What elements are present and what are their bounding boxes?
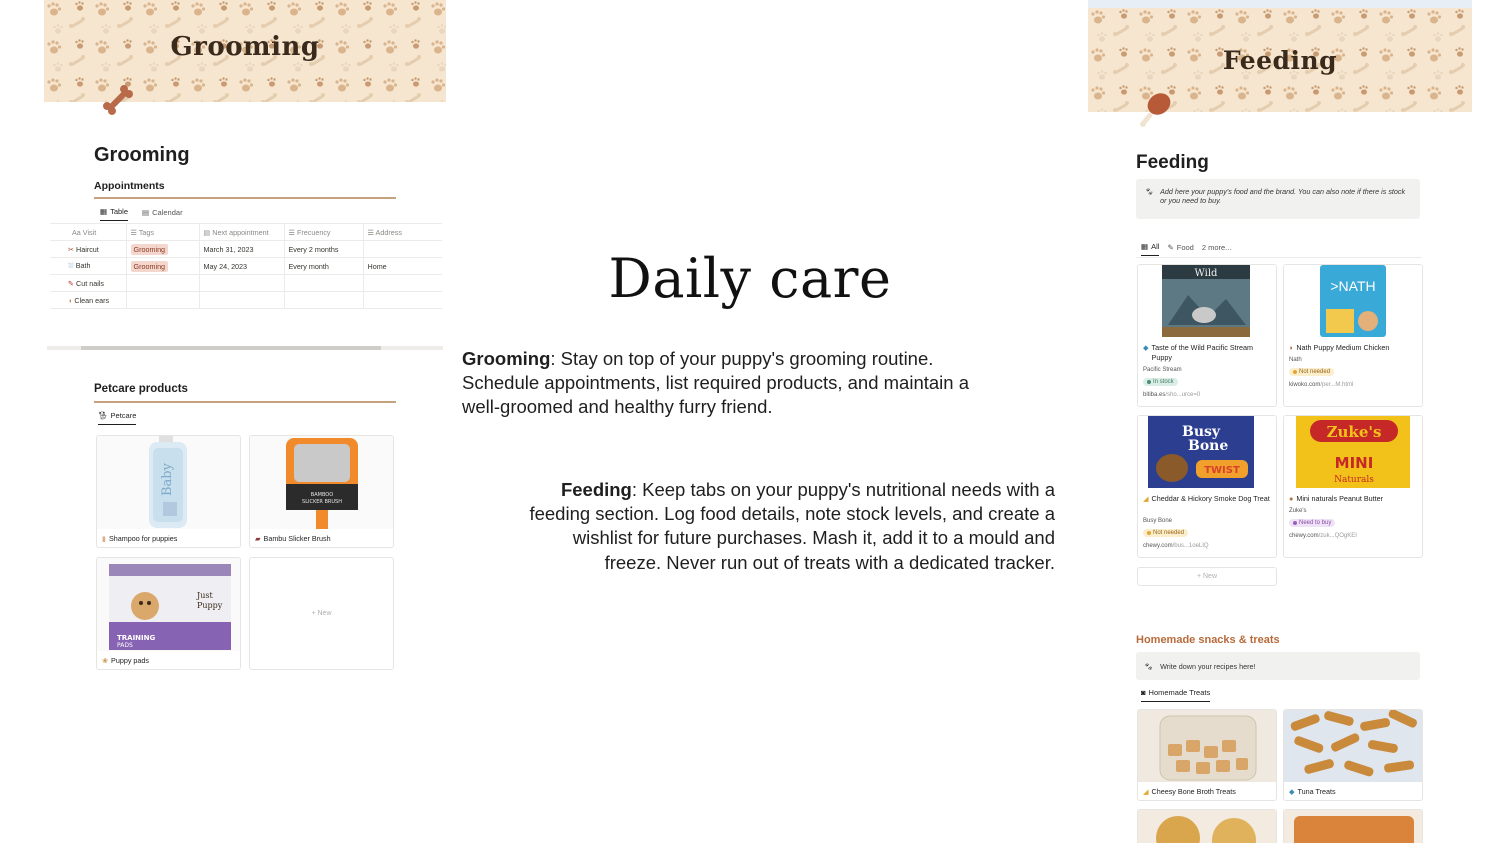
new-product-button[interactable]: + New [249,557,394,670]
feeding-tabs [1141,242,1231,256]
brand-label: Nath [1289,357,1302,363]
products-title[interactable]: Petcare products [94,383,188,395]
paw-print-icon: 🐾︎ [1144,661,1154,671]
bone-icon [98,80,138,120]
svg-text:PADS: PADS [117,642,133,649]
tab-petcare[interactable]: 🐕︎ Petcare [98,411,136,425]
ear-icon: ◖ [68,295,73,305]
address-cell[interactable]: Home [363,258,442,275]
product-link[interactable]: kiwoko.com/per...M.html [1289,382,1354,388]
tabs-divider [1136,257,1422,258]
feeding-page-title: Feeding [1136,152,1209,173]
appointments-tabs [100,207,183,221]
peanut-icon: ● [1289,494,1294,503]
frequency-cell[interactable]: Every month [284,258,363,275]
bathtub-icon: ⛆ [68,261,74,270]
tab-food[interactable]: ✎ Food [1167,242,1194,252]
svg-text:MINI: MINI [1334,454,1374,472]
svg-text:Just: Just [197,591,213,600]
grooming-lead: Grooming [462,348,551,369]
tab-table[interactable]: ▦ Table [100,207,128,221]
brand-label: Busy Bone [1143,518,1173,524]
shampoo-bottle-image [97,436,240,529]
status-badge: Not needed [1289,368,1334,376]
zukes-bag-image [1284,416,1422,490]
cheese-icon: ◢ [1143,787,1149,796]
brush-icon: ▰ [255,534,261,543]
status-badge: Not needed [1143,529,1188,537]
food-card[interactable]: >NATH ◗ Nath Puppy Medium Chicken Nath Not needed kiwoko.com/per...M.html [1283,264,1423,407]
bottle-icon: ▮ [102,534,106,543]
nail-polish-icon: ✎ [68,278,75,288]
nath-bag-image [1284,265,1422,339]
table-scrollbar-thumb[interactable] [81,346,381,350]
tag-badge: Grooming [131,261,169,272]
products-tabs [98,411,136,425]
treats-image [1138,810,1276,843]
product-card[interactable]: BAMBOO SLICKER BRUSH ▰ Bambu Slicker Brush [249,435,394,548]
fish-icon: ◆ [1143,343,1149,352]
column-frequency[interactable]: ☰ Frecuency [284,224,363,241]
new-food-button[interactable]: + New [1137,567,1277,586]
svg-text:>NATH: >NATH [1330,278,1376,294]
feeding-panel [1088,0,1472,843]
grooming-description [462,347,982,420]
pin-icon: ✎ [1167,242,1174,252]
food-card[interactable]: Zuke's MINI Naturals ● Mini naturals Peanut Butter Zuke's Need to buy chewy.com/zuk...QOgKEI [1283,415,1423,558]
table-row[interactable]: ✎ Cut nails [50,275,442,292]
brand-label: Zuke's [1289,508,1307,514]
frequency-cell[interactable]: Every 2 months [284,241,363,258]
calendar-icon: ▤ [142,207,150,217]
table-icon: ▦ [100,207,108,216]
text-icon: Aa [72,227,83,237]
feeding-banner-title: Feeding [1222,46,1338,75]
svg-text:Bone: Bone [1188,438,1229,454]
grooming-banner-title: Grooming [170,32,320,62]
grooming-text: : Stay on top of your puppy's grooming routine. Schedule appointments, list required products, and maintain a well-groomed and healthy furry friend. [462,348,969,418]
product-card[interactable]: TRAINING PADS Just Puppy ❀ Puppy pads [96,557,241,670]
next-appointment-cell[interactable]: March 31, 2023 [199,241,284,258]
feeding-lead: Feeding [560,479,632,500]
busy-bone-bag-image [1138,416,1276,490]
product-card[interactable]: Baby ▮ Shampoo for puppies [96,435,241,548]
status-badge: In stock [1143,378,1178,386]
appointments-title[interactable]: Appointments [94,180,165,192]
tuna-treats-image [1284,710,1422,782]
cheese-icon: ◢ [1143,494,1149,503]
feeding-text: : Keep tabs on your puppy's nutritional needs with a feeding section. Log food details, note stock levels, and create a wishlist for future purchases. Mash it, add it to a mould and freeze. Never run out of treats with a dedicated tracker. [529,479,1055,573]
taste-of-the-wild-bag-image [1138,265,1276,339]
fish-icon: ◆ [1289,787,1295,796]
puppy-pads-image [97,558,240,651]
tab-homemade-treats[interactable]: ◙ Homemade Treats [1141,688,1210,702]
snack-card[interactable] [1283,809,1423,843]
column-visit[interactable]: Aa Visit [50,224,126,241]
column-tags[interactable]: ☰ Tags [126,224,199,241]
dog-icon: 🐕︎ [98,411,108,420]
svg-text:SLICKER BRUSH: SLICKER BRUSH [302,499,342,505]
next-appointment-cell[interactable]: May 24, 2023 [199,258,284,275]
table-row[interactable]: ⛆ Bath Grooming May 24, 2023 Every month Home [50,258,442,275]
scissors-icon: ✂ [68,244,75,254]
svg-text:Baby: Baby [160,463,175,496]
column-next-appointment[interactable]: ▤ Next appointment [199,224,284,241]
svg-text:TWIST: TWIST [1204,465,1240,476]
appointments-rule [94,197,396,199]
list-icon: ☰ [367,227,376,237]
tab-more[interactable]: 2 more... [1201,242,1232,252]
calendar-icon: ▤ [203,227,213,237]
products-rule [94,401,396,403]
table-row[interactable]: ✂ Haircut Grooming March 31, 2023 Every 2 months [50,241,442,258]
tab-all[interactable]: ▦ All [1141,242,1159,256]
appointments-table [50,223,442,309]
snacks-callout: 🐾︎ Write down your recipes here! [1136,652,1420,680]
svg-text:BAMBOO: BAMBOO [310,492,334,498]
food-card[interactable]: Busy Bone TWIST ◢ Cheddar & Hickory Smoke Dog Treat Busy Bone Not needed chewy.com/bus...1oeLIQ [1137,415,1277,558]
table-row[interactable]: ◖ Clean ears [50,292,442,309]
status-badge: Need to buy [1289,519,1335,527]
list-icon: ☰ [130,227,139,237]
grooming-panel [44,0,446,796]
snack-card[interactable]: ◢ Cheesy Bone Broth Treats [1137,709,1277,801]
snacks-title[interactable]: Homemade snacks & treats [1136,634,1280,646]
gallery-icon: ◙ [1141,688,1146,697]
svg-text:TRAINING: TRAINING [117,634,156,642]
treats-image [1284,810,1422,843]
product-link[interactable]: chewy.com/bus...1oeLIQ [1143,543,1209,549]
top-strip [1088,0,1472,8]
svg-text:Puppy: Puppy [197,601,223,610]
address-cell[interactable] [363,241,442,258]
drumstick-icon [1136,88,1176,128]
slicker-brush-image [250,436,393,529]
grooming-page-title: Grooming [94,144,190,166]
feeding-callout: 🐾︎ Add here your puppy's food and the brand. You can also note if there is stock or you need to buy. [1136,179,1420,219]
tag-badge: Grooming [131,244,169,255]
snacks-tabs [1141,688,1210,702]
grid-icon: ▦ [1141,242,1149,251]
svg-text:Wild: Wild [1194,268,1218,279]
paw-pad-icon: ❀ [102,656,109,665]
paw-print-icon: 🐾︎ [1144,187,1154,196]
feeding-description [520,478,1055,575]
svg-text:Naturals: Naturals [1334,475,1374,485]
page-heading: Daily care [608,247,892,310]
svg-text:Busy: Busy [1182,424,1221,440]
cheesy-treats-jar-image [1138,710,1276,782]
list-icon: ☰ [288,227,297,237]
snack-card[interactable] [1137,809,1277,843]
svg-text:Zuke's: Zuke's [1326,423,1382,441]
food-card[interactable]: Wild ◆ Taste of the Wild Pacific Stream Puppy Pacific Stream In stock bitiba.es/sho...urce=0 [1137,264,1277,407]
product-link[interactable]: chewy.com/zuk...QOgKEI [1289,533,1357,539]
snack-card[interactable]: ◆ Tuna Treats [1283,709,1423,801]
tab-calendar[interactable]: ▤ Calendar [142,207,183,217]
product-link[interactable]: bitiba.es/sho...urce=0 [1143,392,1201,398]
table-header-row [50,224,442,241]
drumstick-icon: ◗ [1289,343,1294,352]
brand-label: Pacific Stream [1143,367,1182,373]
column-address[interactable]: ☰ Address [363,224,442,241]
